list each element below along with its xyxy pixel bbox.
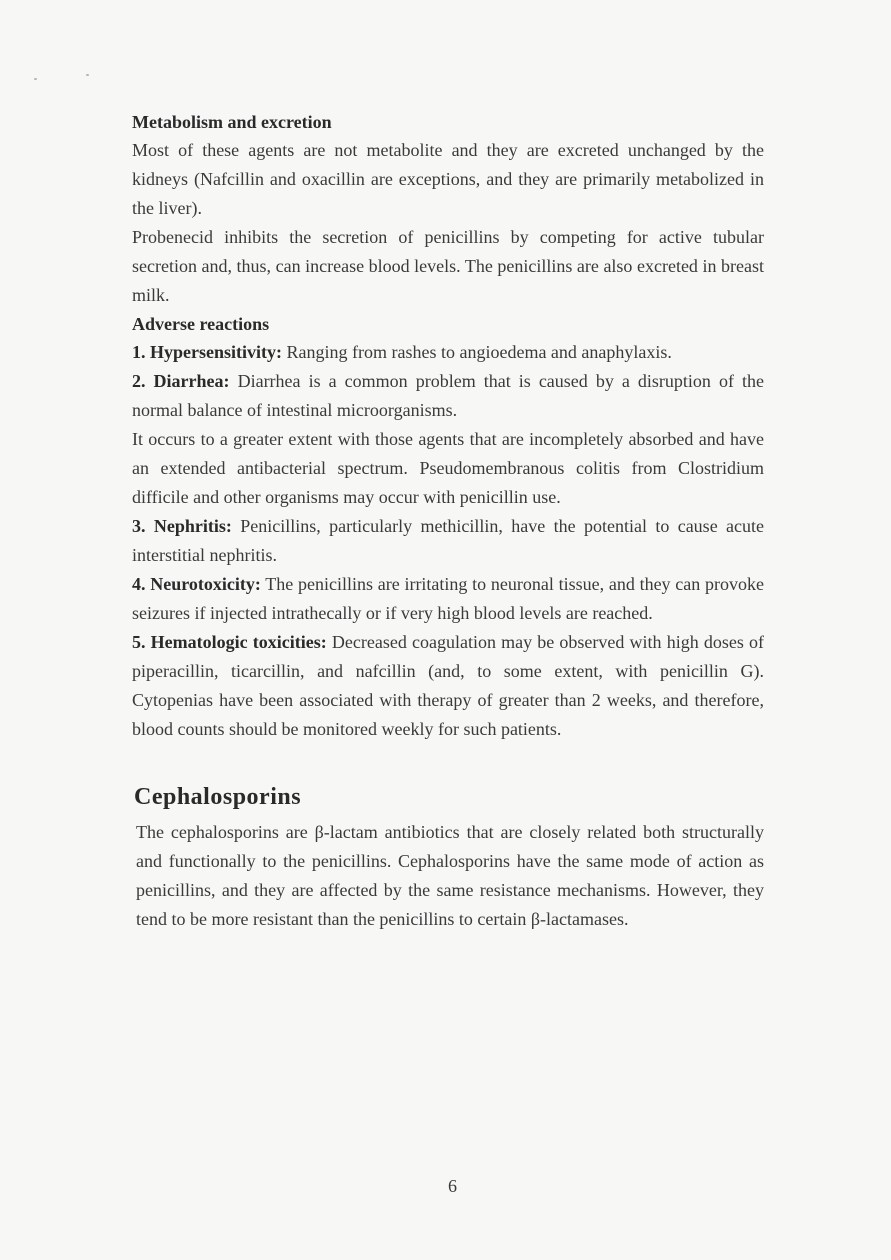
adverse-item-label: 2. Diarrhea: [132,371,230,391]
adverse-item-hypersensitivity [132,338,764,367]
scan-speck [86,74,89,76]
page-content [132,108,764,934]
adverse-item-nephritis [132,512,764,570]
adverse-item-text: Ranging from rashes to angioedema and anaphylaxis. [286,342,672,362]
adverse-item-label: 4. Neurotoxicity: [132,574,261,594]
scan-speck [34,78,37,80]
adverse-item-text: Penicillins, particularly methicillin, have the potential to cause acute interstitial nephritis. [132,516,765,565]
page-number: 6 [448,1176,457,1196]
adverse-item-text: It occurs to a greater extent with those agents that are incompletely absorbed and have an extended antibacterial spectrum. Pseudomembranous colitis from Clostridium difficile and other organisms may occur with penicillin use. [132,429,764,507]
cephalosporins-paragraph: The cephalosporins are β-lactam antibiotics that are closely related both structurally and functionally to the penicillins. Cephalosporins have the same mode of action as penicillins, and they are affected by the same resistance mechanisms. However, they tend to be more resistant than the penicillins to certain β-lactamases. [136,822,764,929]
adverse-reactions-heading: Adverse reactions [132,314,270,334]
adverse-item-hematologic [132,628,764,744]
metabolism-paragraph-1: Most of these agents are not metabolite and they are excreted unchanged by the kidneys (Nafcillin and oxacillin are exceptions, and they are primarily metabolized in the liver). [132,140,764,218]
metabolism-heading: Metabolism and excretion [132,112,332,132]
adverse-item-label: 3. Nephritis: [132,516,232,536]
adverse-item-text: Decreased coagulation may be observed with high doses of piperacillin, ticarcillin, and nafcillin (and, to some extent, with penicillin G). Cytopenias have been associated with therapy of greater than 2 weeks, and therefore, blood counts should be monitored weekly for such patients. [132,632,764,739]
adverse-item-neurotoxicity [132,570,764,628]
adverse-item-text: Diarrhea is a common problem that is caused by a disruption of the normal balance of intestinal microorganisms. [132,371,765,420]
metabolism-paragraph-2: Probenecid inhibits the secretion of penicillins by competing for active tubular secretion and, thus, can increase blood levels. The penicillins are also excreted in breast milk. [132,227,764,305]
adverse-item-diarrhea [132,367,764,425]
adverse-item-text: The penicillins are irritating to neuronal tissue, and they can provoke seizures if injected intrathecally or if very high blood levels are reached. [132,574,764,623]
adverse-item-diarrhea-continued [132,425,764,512]
adverse-item-label: 5. Hematologic toxicities: [132,632,327,652]
cephalosporins-title: Cephalosporins [134,784,302,810]
adverse-item-label: 1. Hypersensitivity: [132,342,282,362]
